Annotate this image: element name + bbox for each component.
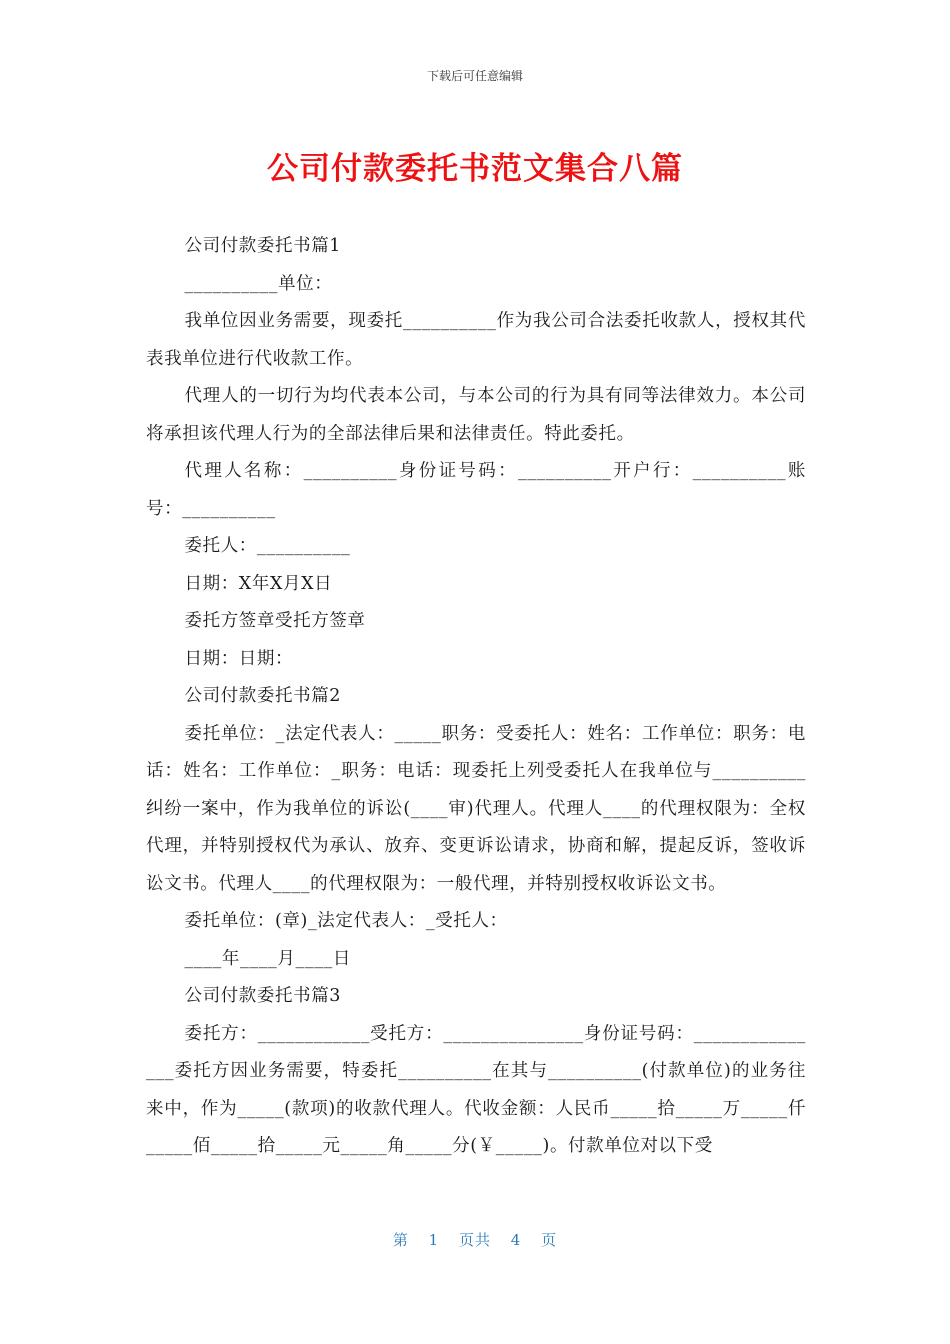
- page-number-footer: 第 1 页共 4 页: [392, 1231, 558, 1249]
- header-note: 下载后可任意编辑: [426, 69, 523, 83]
- date-line: ____年____月____日: [184, 948, 351, 969]
- section-heading-3: 公司付款委托书篇3: [184, 986, 342, 1006]
- document-title: 公司付款委托书范文集合八篇: [267, 151, 683, 187]
- paragraph: 我单位因业务需要，现委托__________作为我公司合法委托收款人，授权其代表我单位进行代收款工作。: [146, 311, 806, 369]
- document-body: [146, 228, 806, 1166]
- paragraph: 委托方：____________受托方：_______________身份证号码：_______________委托方因业务需要，特委托__________在其与__________(付款单位)的业务往来中，作为_____(款项)的收款代理人。代收金额：人民币_____拾_____万_____仟_____佰_____拾_____元_____角_____分(￥_____)。付款单位对以下受: [146, 1023, 806, 1156]
- addressee-line: __________单位：: [184, 273, 333, 294]
- date-line: 日期：X年X月X日: [184, 573, 333, 594]
- date-line: 日期：日期：: [184, 648, 294, 669]
- signature-line: 委托方签章受托方签章: [184, 611, 366, 631]
- paragraph: 代理人的一切行为均代表本公司，与本公司的行为具有同等法律效力。本公司将承担该代理人行为的全部法律后果和法律责任。特此委托。: [146, 386, 806, 444]
- principal-line: 委托人：__________: [184, 536, 351, 556]
- paragraph: 委托单位：_法定代表人：_____职务：受委托人：姓名：工作单位：职务：电话：姓名：工作单位：_职务：电话：现委托上列受委托人在我单位与__________纠纷一案中，作为我单位的诉讼(____审)代理人。代理人____的代理权限为：全权代理，并特别授权代为承认、放弃、变更诉讼请求，协商和解，提起反诉，签收诉讼文书。代理人____的代理权限为：一般代理，并特别授权收诉讼文书。: [146, 723, 806, 894]
- section-heading-2: 公司付款委托书篇2: [184, 686, 342, 706]
- signature-line: 委托单位：(章)_法定代表人：_受托人：: [184, 911, 508, 931]
- agent-info-line: 代理人名称：__________身份证号码：__________开户行：__________账号：__________: [146, 461, 806, 519]
- section-heading-1: 公司付款委托书篇1: [184, 236, 342, 256]
